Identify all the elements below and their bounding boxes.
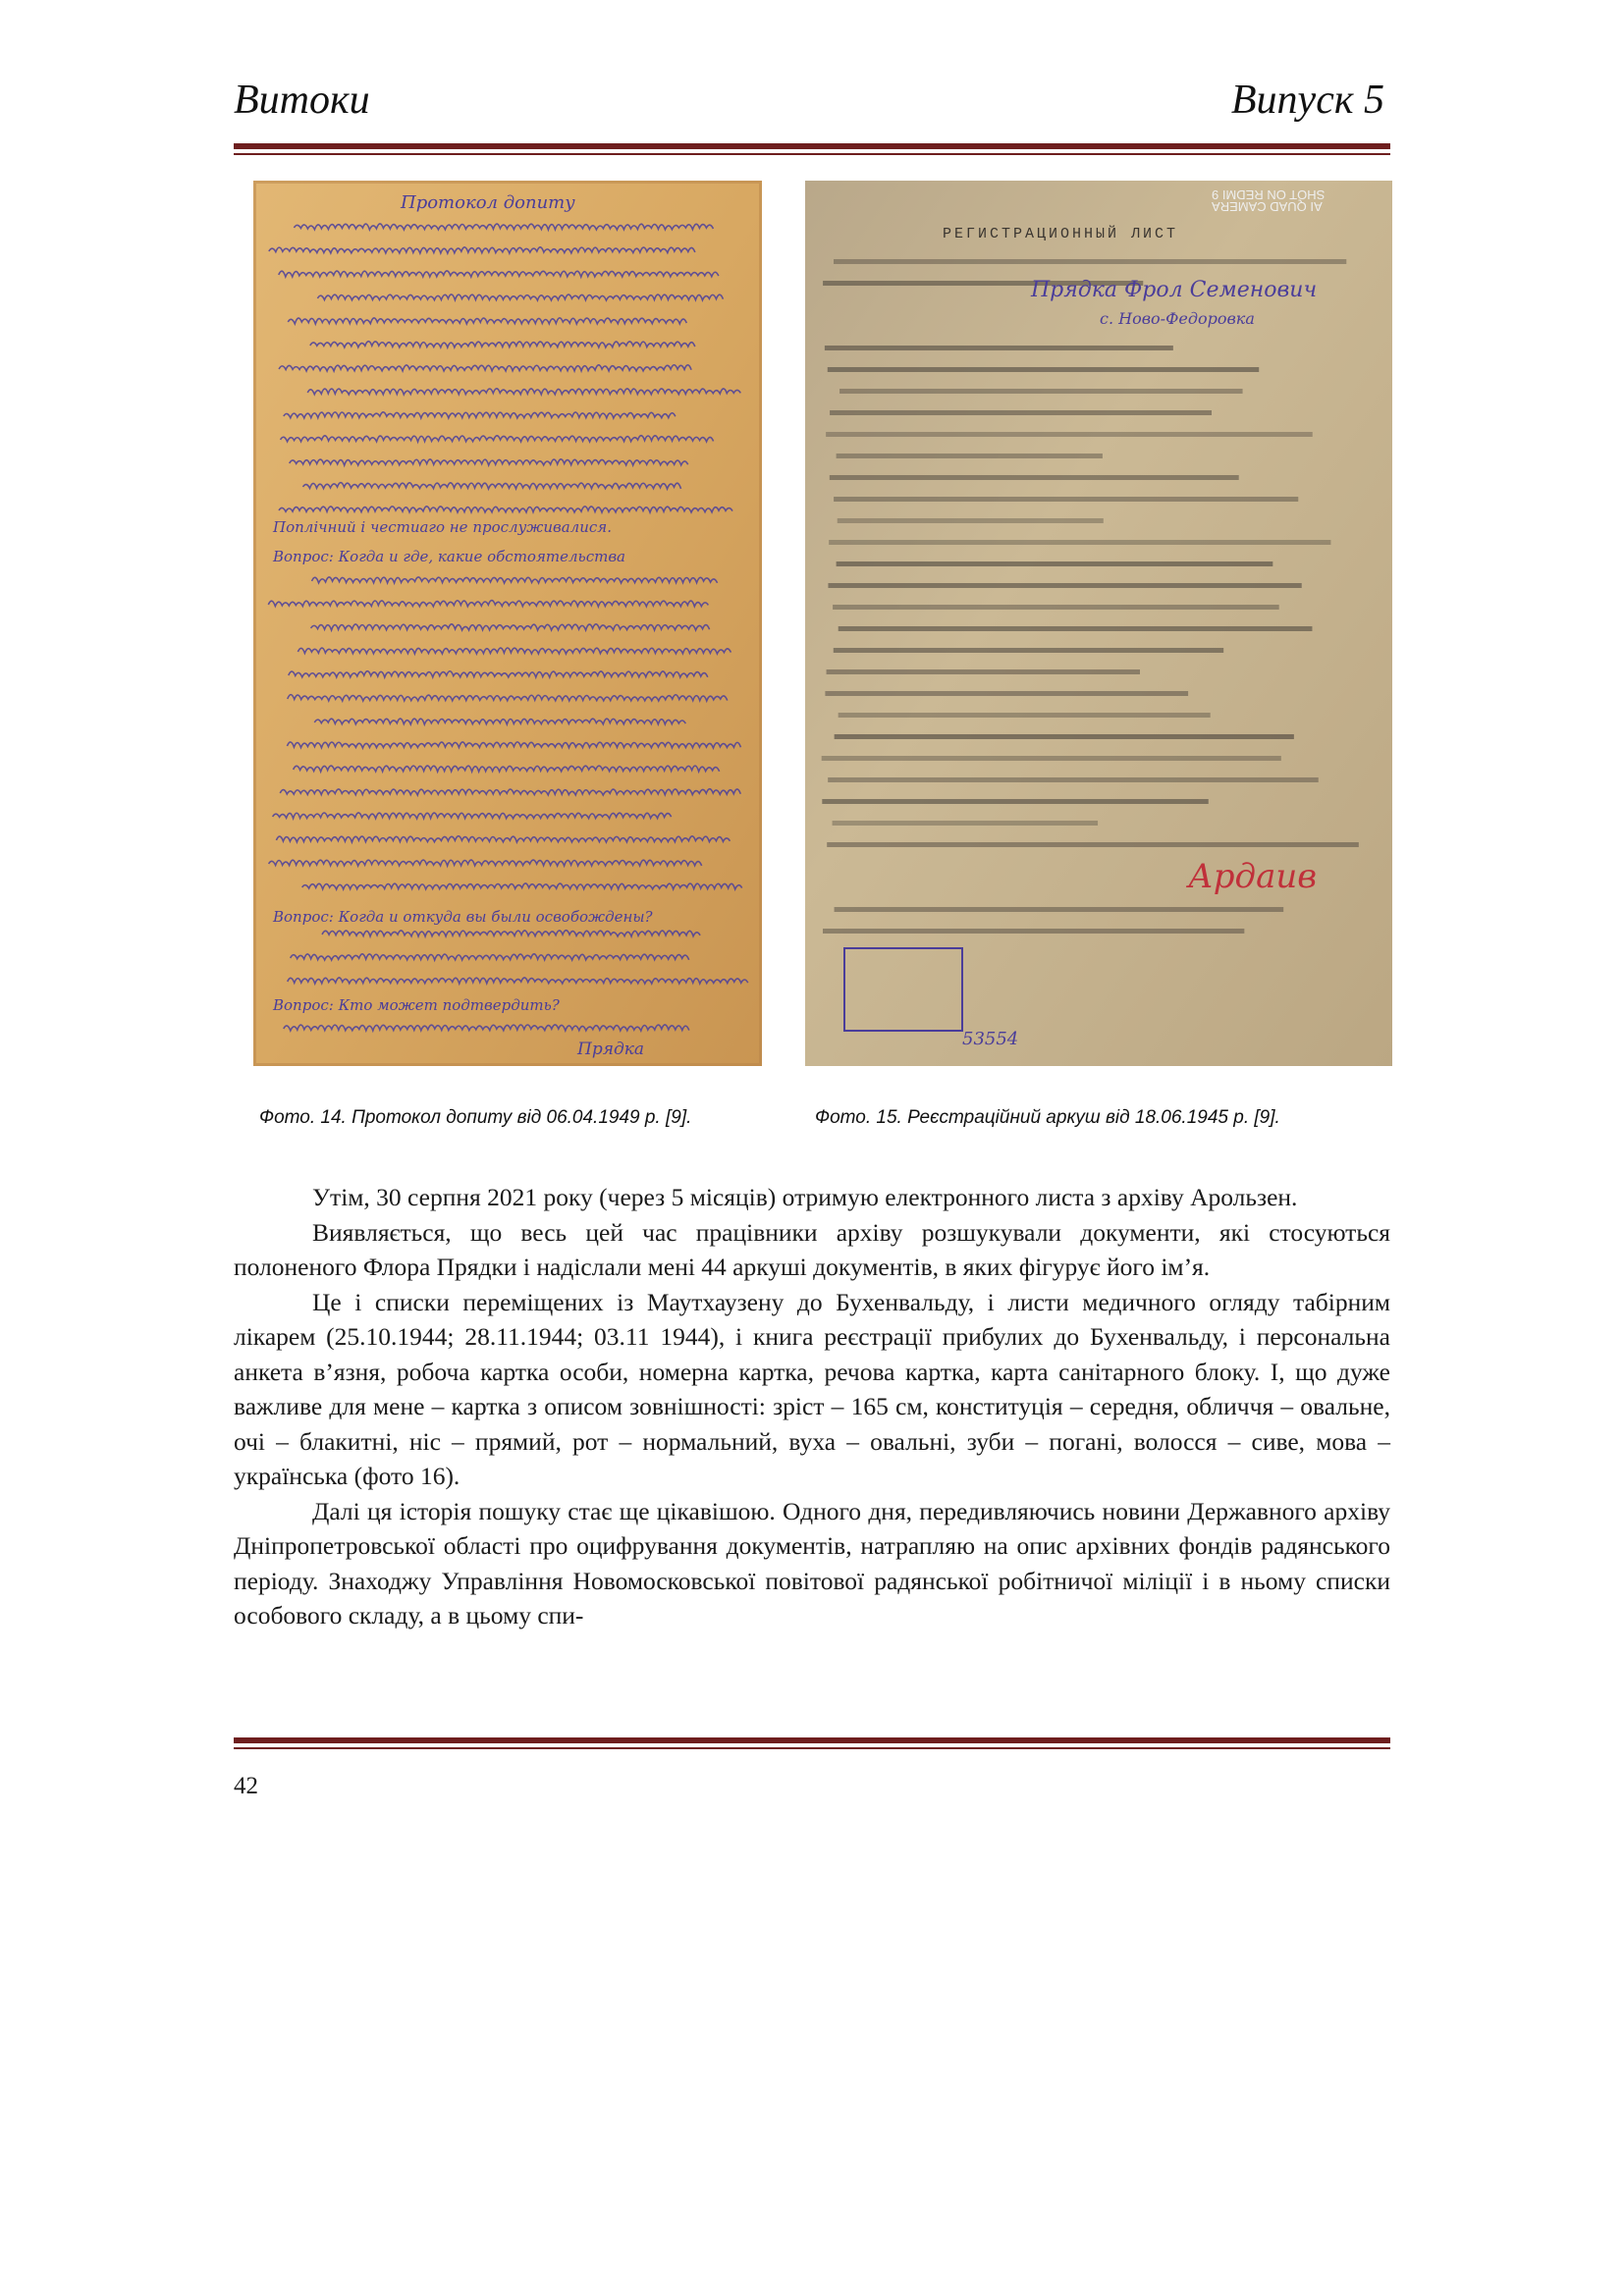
typed-row bbox=[830, 475, 1239, 480]
photo-interrogation-protocol bbox=[253, 181, 762, 1066]
typed-row bbox=[826, 432, 1313, 437]
typed-row bbox=[838, 518, 1104, 523]
typed-row bbox=[830, 410, 1212, 415]
figure-caption-15: Фото. 15. Реєстраційний аркуш від 18.06.1945 р. [9]. bbox=[815, 1107, 1280, 1128]
photo-registration-sheet bbox=[805, 181, 1392, 1066]
camera-watermark-line1: SHOT ON REDMI 9 bbox=[1212, 187, 1326, 202]
header-rule-thin bbox=[234, 153, 1390, 155]
protocol-answer-2: Вопрос: Когда и где, какие обстоятельства bbox=[273, 548, 625, 565]
registration-village: с. Ново-Федоровка bbox=[1100, 309, 1255, 328]
article-body bbox=[234, 1180, 1390, 1633]
protocol-answer-3: Вопрос: Когда и откуда вы были освобождены? bbox=[273, 908, 653, 926]
paragraph: Утім, 30 серпня 2021 року (через 5 місяців) отримую електронного листа з архіву Арользен. bbox=[312, 1183, 1298, 1211]
typed-row bbox=[833, 821, 1099, 826]
protocol-heading: Протокол допиту bbox=[401, 192, 575, 213]
typed-row bbox=[834, 259, 1346, 264]
typed-row bbox=[835, 734, 1294, 739]
footer-rule bbox=[234, 1737, 1390, 1743]
typed-row bbox=[825, 346, 1173, 350]
typed-row bbox=[828, 777, 1319, 782]
typed-row bbox=[822, 756, 1281, 761]
protocol-answer-1: Поплічний і честиаго не прослуживалися. bbox=[273, 518, 612, 536]
typed-row bbox=[827, 669, 1140, 674]
registration-name: Прядка Фрол Семенович bbox=[1031, 278, 1318, 302]
paragraph: Виявляється, що весь цей час працівники архіву розшукували документи, які стосуються полоненого Флора Прядки і надіслали мені 44 аркуші документів, в яких фігурує його ім’я. bbox=[234, 1217, 1390, 1281]
page-number: 42 bbox=[234, 1773, 258, 1799]
typed-row bbox=[829, 540, 1330, 545]
typed-row bbox=[839, 713, 1211, 718]
typed-row bbox=[837, 561, 1273, 566]
registration-heading: РЕГИСТРАЦИОННЫЙ ЛИСТ bbox=[943, 226, 1179, 242]
header-rule bbox=[234, 143, 1390, 149]
typed-row bbox=[828, 367, 1259, 372]
registration-number: 53554 bbox=[962, 1029, 1019, 1049]
typed-row bbox=[833, 605, 1279, 610]
typed-row bbox=[839, 389, 1243, 394]
figure-caption-14: Фото. 14. Протокол допиту від 06.04.1949 р. [9]. bbox=[259, 1107, 692, 1128]
typed-row bbox=[823, 929, 1244, 934]
protocol-signature: Прядка bbox=[577, 1040, 645, 1059]
camera-watermark-line2: AI QUAD CAMERA bbox=[1212, 199, 1323, 214]
footer-rule-thin bbox=[234, 1747, 1390, 1749]
protocol-scan bbox=[253, 181, 762, 1066]
paragraph: Далі ця історія пошуку стає ще цікавішою. Одного дня, передивляючись новини Державного архіву Дніпропетровської області про оцифрування документів, натрапляю на опис архівних фондів радянського періоду. Знаходжу Управління Новомосковської повітової радянської робітничої міліції і в ньому списки особового складу, а в цьому спи- bbox=[234, 1496, 1390, 1629]
typed-row bbox=[834, 648, 1223, 653]
journal-title: Витоки bbox=[234, 78, 370, 123]
typed-row bbox=[827, 842, 1359, 847]
registration-scan bbox=[805, 181, 1392, 1066]
typed-row bbox=[828, 583, 1301, 588]
typed-row bbox=[837, 454, 1103, 458]
issue-label: Випуск 5 bbox=[1230, 78, 1384, 123]
typed-row bbox=[825, 691, 1188, 696]
red-note: Ардаив bbox=[1188, 857, 1318, 896]
typed-row bbox=[834, 497, 1298, 502]
typed-row bbox=[835, 907, 1284, 912]
paragraph: Це і списки переміщених із Маутхаузену до Бухенвальду, і листи медичного огляду табірним лікарем (25.10.1944; 28.11.1944; 03.11 1944), і книга реєстрації прибулих до Бухенвальду, і персональна анкета в’язня, робоча картка особи, номерна картка, речова картка, карта санітарного блоку. І, що дуже важливе для мене – картка з описом зовнішності: зріст – 165 см, конституція – середня, обличчя – овальне, очі – блакитні, ніс – прямий, рот – нормальний, вуха – овальні, зуби – погані, волосся – сиве, мова – українська (фото 16). bbox=[234, 1287, 1390, 1490]
typed-row bbox=[839, 626, 1313, 631]
typed-row bbox=[822, 799, 1208, 804]
protocol-answer-4: Вопрос: Кто может подтвердить? bbox=[273, 996, 560, 1014]
